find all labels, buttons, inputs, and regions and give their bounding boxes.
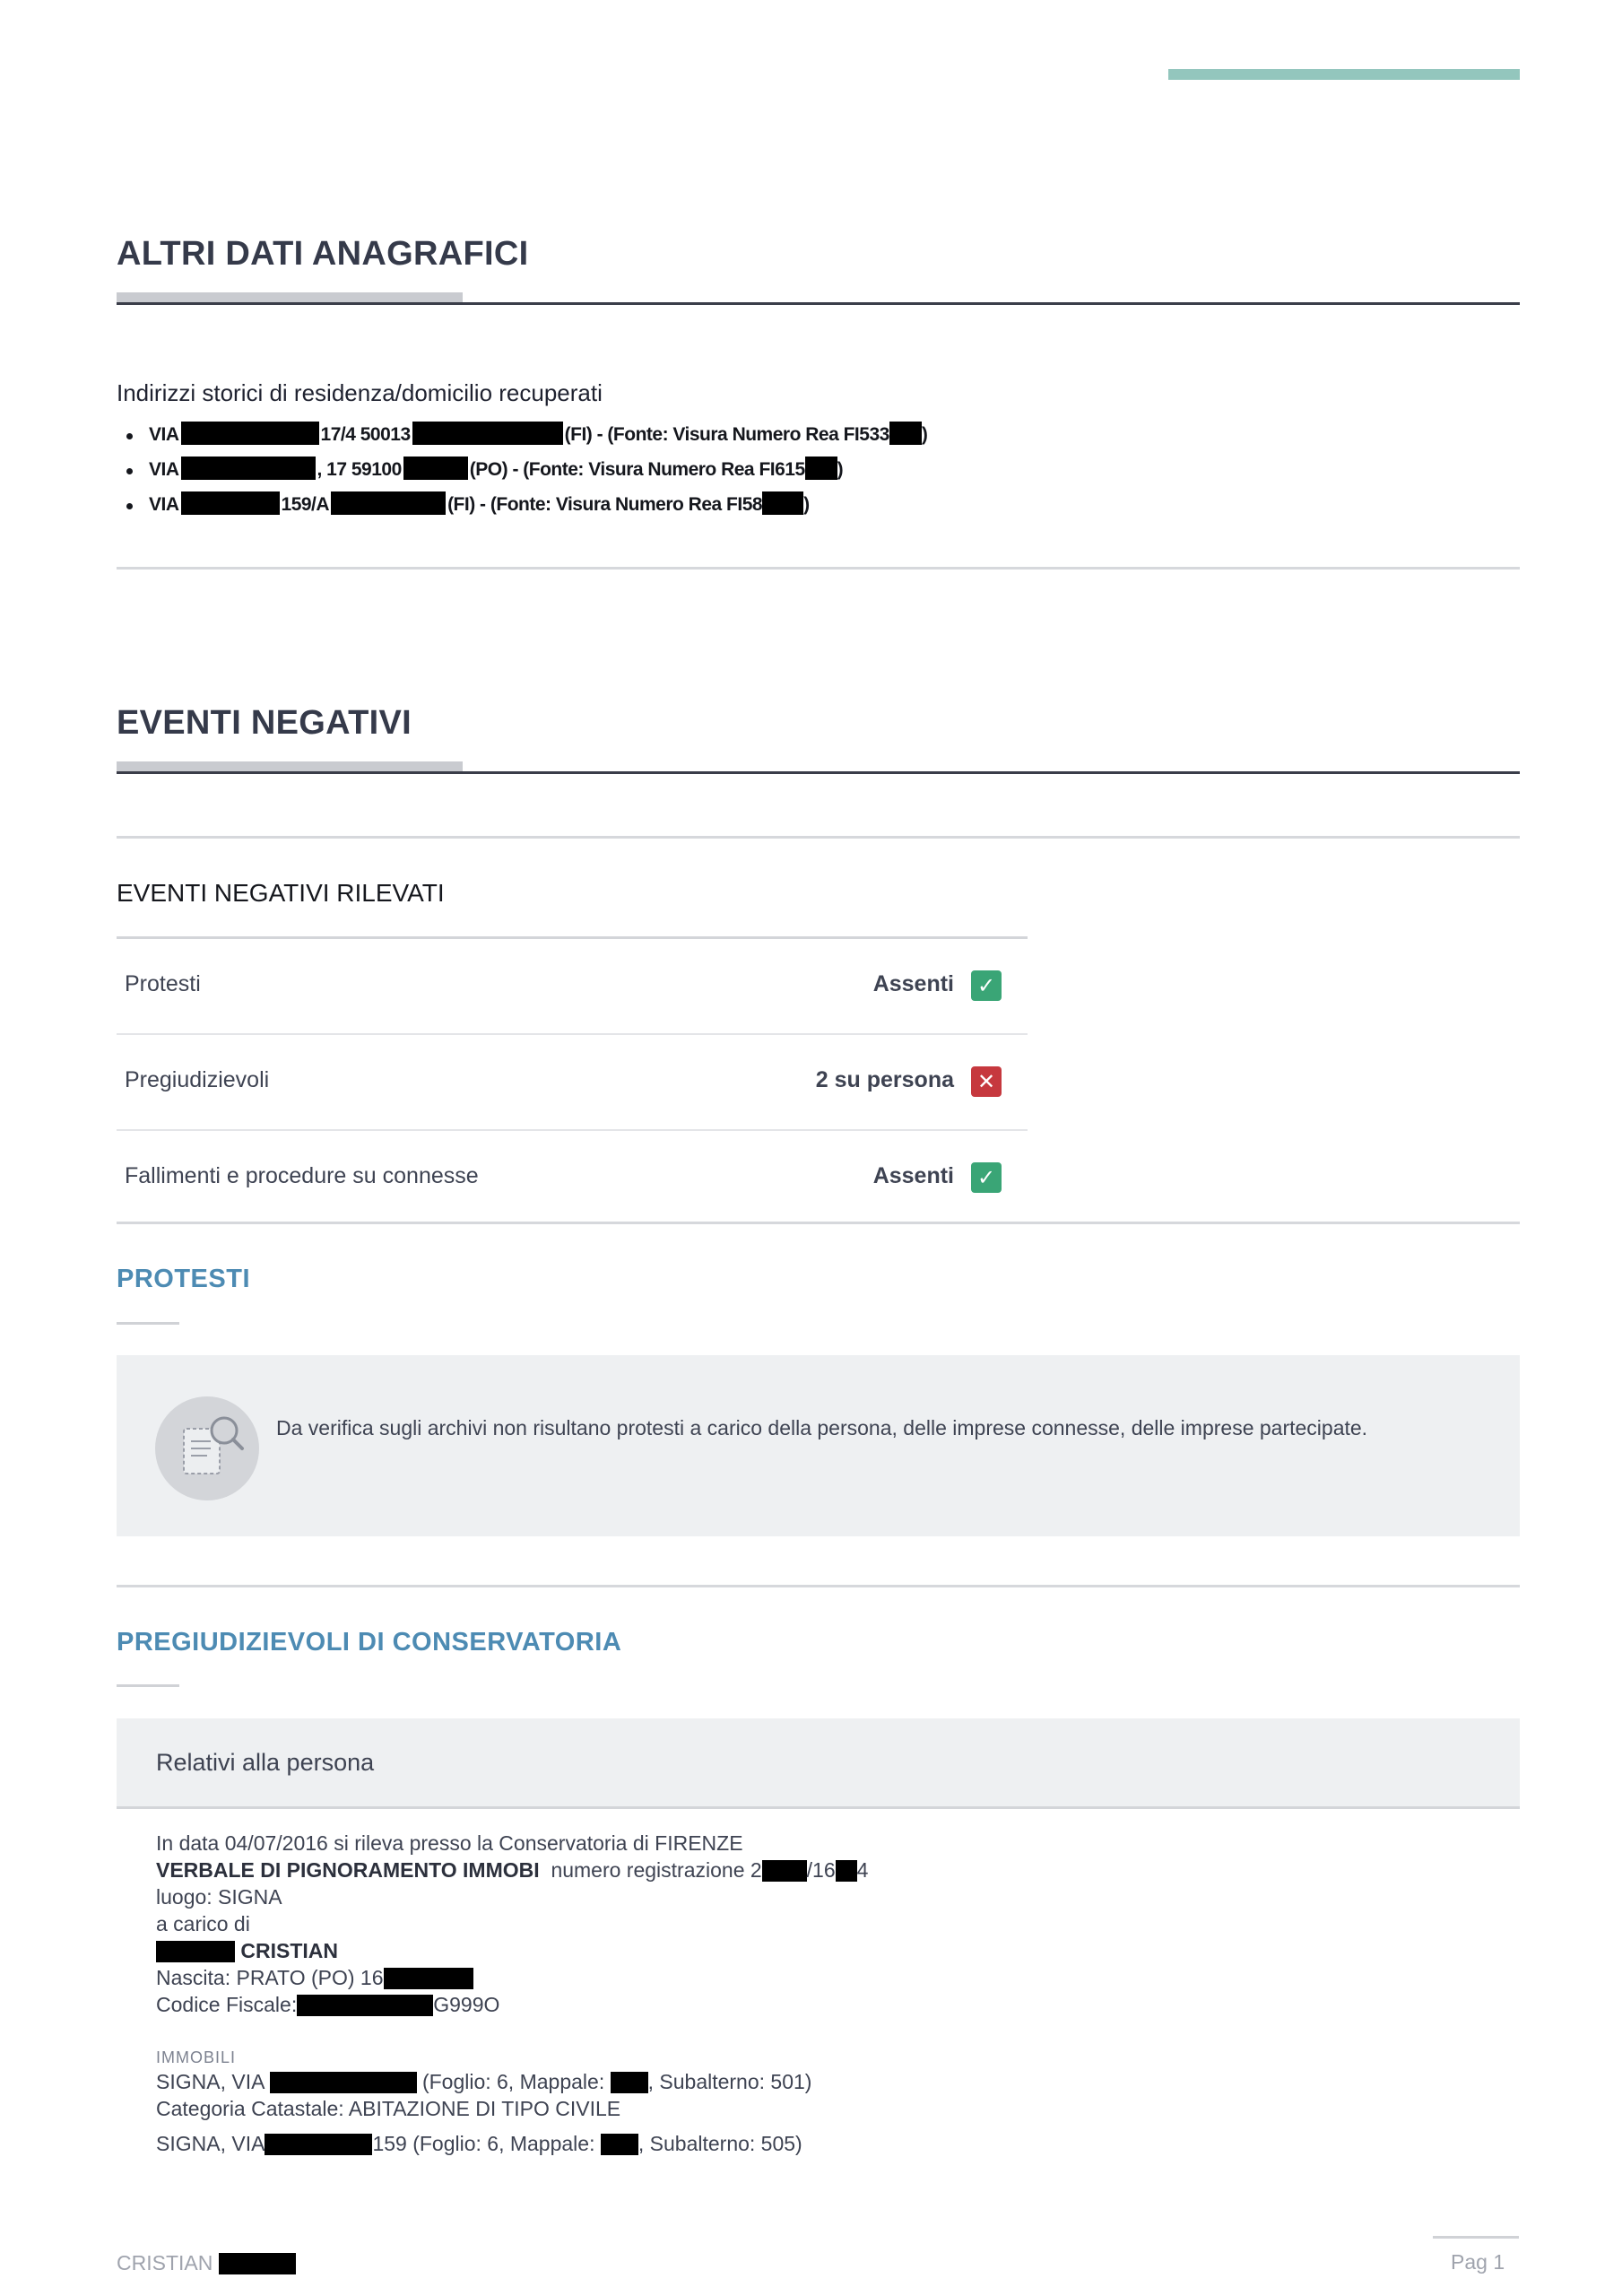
- divider: [117, 1585, 1520, 1587]
- section-title-eventi-negativi: EVENTI NEGATIVI: [117, 704, 412, 742]
- redaction: [270, 2072, 417, 2093]
- event-label: Protesti: [125, 971, 201, 996]
- footer-rule: [1433, 2236, 1519, 2239]
- redaction: [181, 491, 280, 515]
- detail-line: SIGNA, VIA (Foglio: 6, Mappale: , Subalterno: 501): [156, 2070, 812, 2093]
- list-item: VIA 17/4 50013 (FI) - (Fonte: Visura Numero Rea FI533 ): [117, 422, 927, 457]
- title-dash: [117, 1322, 179, 1325]
- section-rule: [117, 771, 1520, 774]
- top-accent-bar: [1168, 69, 1520, 80]
- divider: [117, 836, 1520, 839]
- event-value: Assenti: [872, 1163, 954, 1188]
- protesti-title: PROTESTI: [117, 1265, 251, 1293]
- detail-line: Categoria Catastale: ABITAZIONE DI TIPO CIVILE: [156, 2097, 621, 2120]
- title-dash: [117, 1684, 179, 1687]
- redaction: [265, 2134, 372, 2155]
- section-title-altri-dati: ALTRI DATI ANAGRAFICI: [117, 235, 529, 273]
- events-subtitle: EVENTI NEGATIVI RILEVATI: [117, 879, 445, 907]
- redaction: [762, 1860, 807, 1882]
- redaction: [403, 457, 468, 480]
- table-row: [117, 1129, 1028, 1225]
- protesti-message: Da verifica sugli archivi non risultano protesti a carico della persona, delle imprese connesse, delle imprese partecipate.: [276, 1416, 1368, 1439]
- list-item: VIA , 17 59100 (PO) - (Fonte: Visura Numero Rea FI615 ): [117, 457, 927, 491]
- pregiudizievoli-title: PREGIUDIZIEVOLI DI CONSERVATORIA: [117, 1628, 622, 1657]
- detail-line: VERBALE DI PIGNORAMENTO IMMOBI numero registrazione 2 /16 4: [156, 1858, 869, 1882]
- redaction: [805, 457, 837, 480]
- x-icon: ✕: [971, 1066, 1002, 1097]
- detail-line: SIGNA, VIA 159 (Foglio: 6, Mappale: , Subalterno: 505): [156, 2132, 802, 2155]
- footer-name: CRISTIAN: [117, 2251, 296, 2275]
- redaction: [181, 457, 316, 480]
- divider: [117, 567, 1520, 570]
- redaction: [762, 491, 803, 515]
- address-list: [117, 422, 927, 526]
- page-number: Pag 1: [1451, 2250, 1505, 2274]
- divider: [117, 1222, 1520, 1224]
- detail-line: luogo: SIGNA: [156, 1885, 282, 1909]
- redaction: [889, 422, 922, 445]
- protesti-box: [117, 1355, 1520, 1536]
- relativi-title: Relativi alla persona: [156, 1749, 375, 1776]
- immobili-label: IMMOBILI: [156, 2048, 237, 2066]
- detail-line: Codice Fiscale: G999O: [156, 1993, 500, 2016]
- relativi-box: [117, 1718, 1520, 1809]
- redaction: [156, 1941, 235, 1962]
- document-search-icon: [155, 1396, 259, 1500]
- event-label: Pregiudizievoli: [125, 1067, 270, 1092]
- redaction: [384, 1968, 473, 1989]
- events-table: [117, 936, 1028, 1225]
- section-rule: [117, 302, 1520, 305]
- addresses-subheading: Indirizzi storici di residenza/domicilio recuperati: [117, 379, 603, 406]
- detail-line: CRISTIAN: [156, 1937, 338, 1964]
- event-value: 2 su persona: [815, 1067, 954, 1092]
- redaction: [181, 422, 319, 445]
- check-icon: ✓: [971, 970, 1002, 1001]
- redaction: [601, 2134, 638, 2155]
- detail-line: In data 04/07/2016 si rileva presso la Conservatoria di FIRENZE: [156, 1831, 743, 1855]
- list-item: VIA 159/A (FI) - (Fonte: Visura Numero Rea FI58 ): [117, 491, 927, 526]
- check-icon: ✓: [971, 1162, 1002, 1193]
- event-value: Assenti: [872, 971, 954, 996]
- detail-line: a carico di: [156, 1912, 250, 1935]
- detail-line: Nascita: PRATO (PO) 16: [156, 1964, 473, 1991]
- redaction: [331, 491, 446, 515]
- redaction: [297, 1995, 433, 2016]
- redaction: [412, 422, 563, 445]
- redaction: [219, 2253, 296, 2274]
- table-row: [117, 1033, 1028, 1129]
- redaction: [611, 2072, 648, 2093]
- event-label: Fallimenti e procedure su connesse: [125, 1163, 479, 1188]
- table-row: [117, 936, 1028, 1033]
- redaction: [836, 1860, 857, 1882]
